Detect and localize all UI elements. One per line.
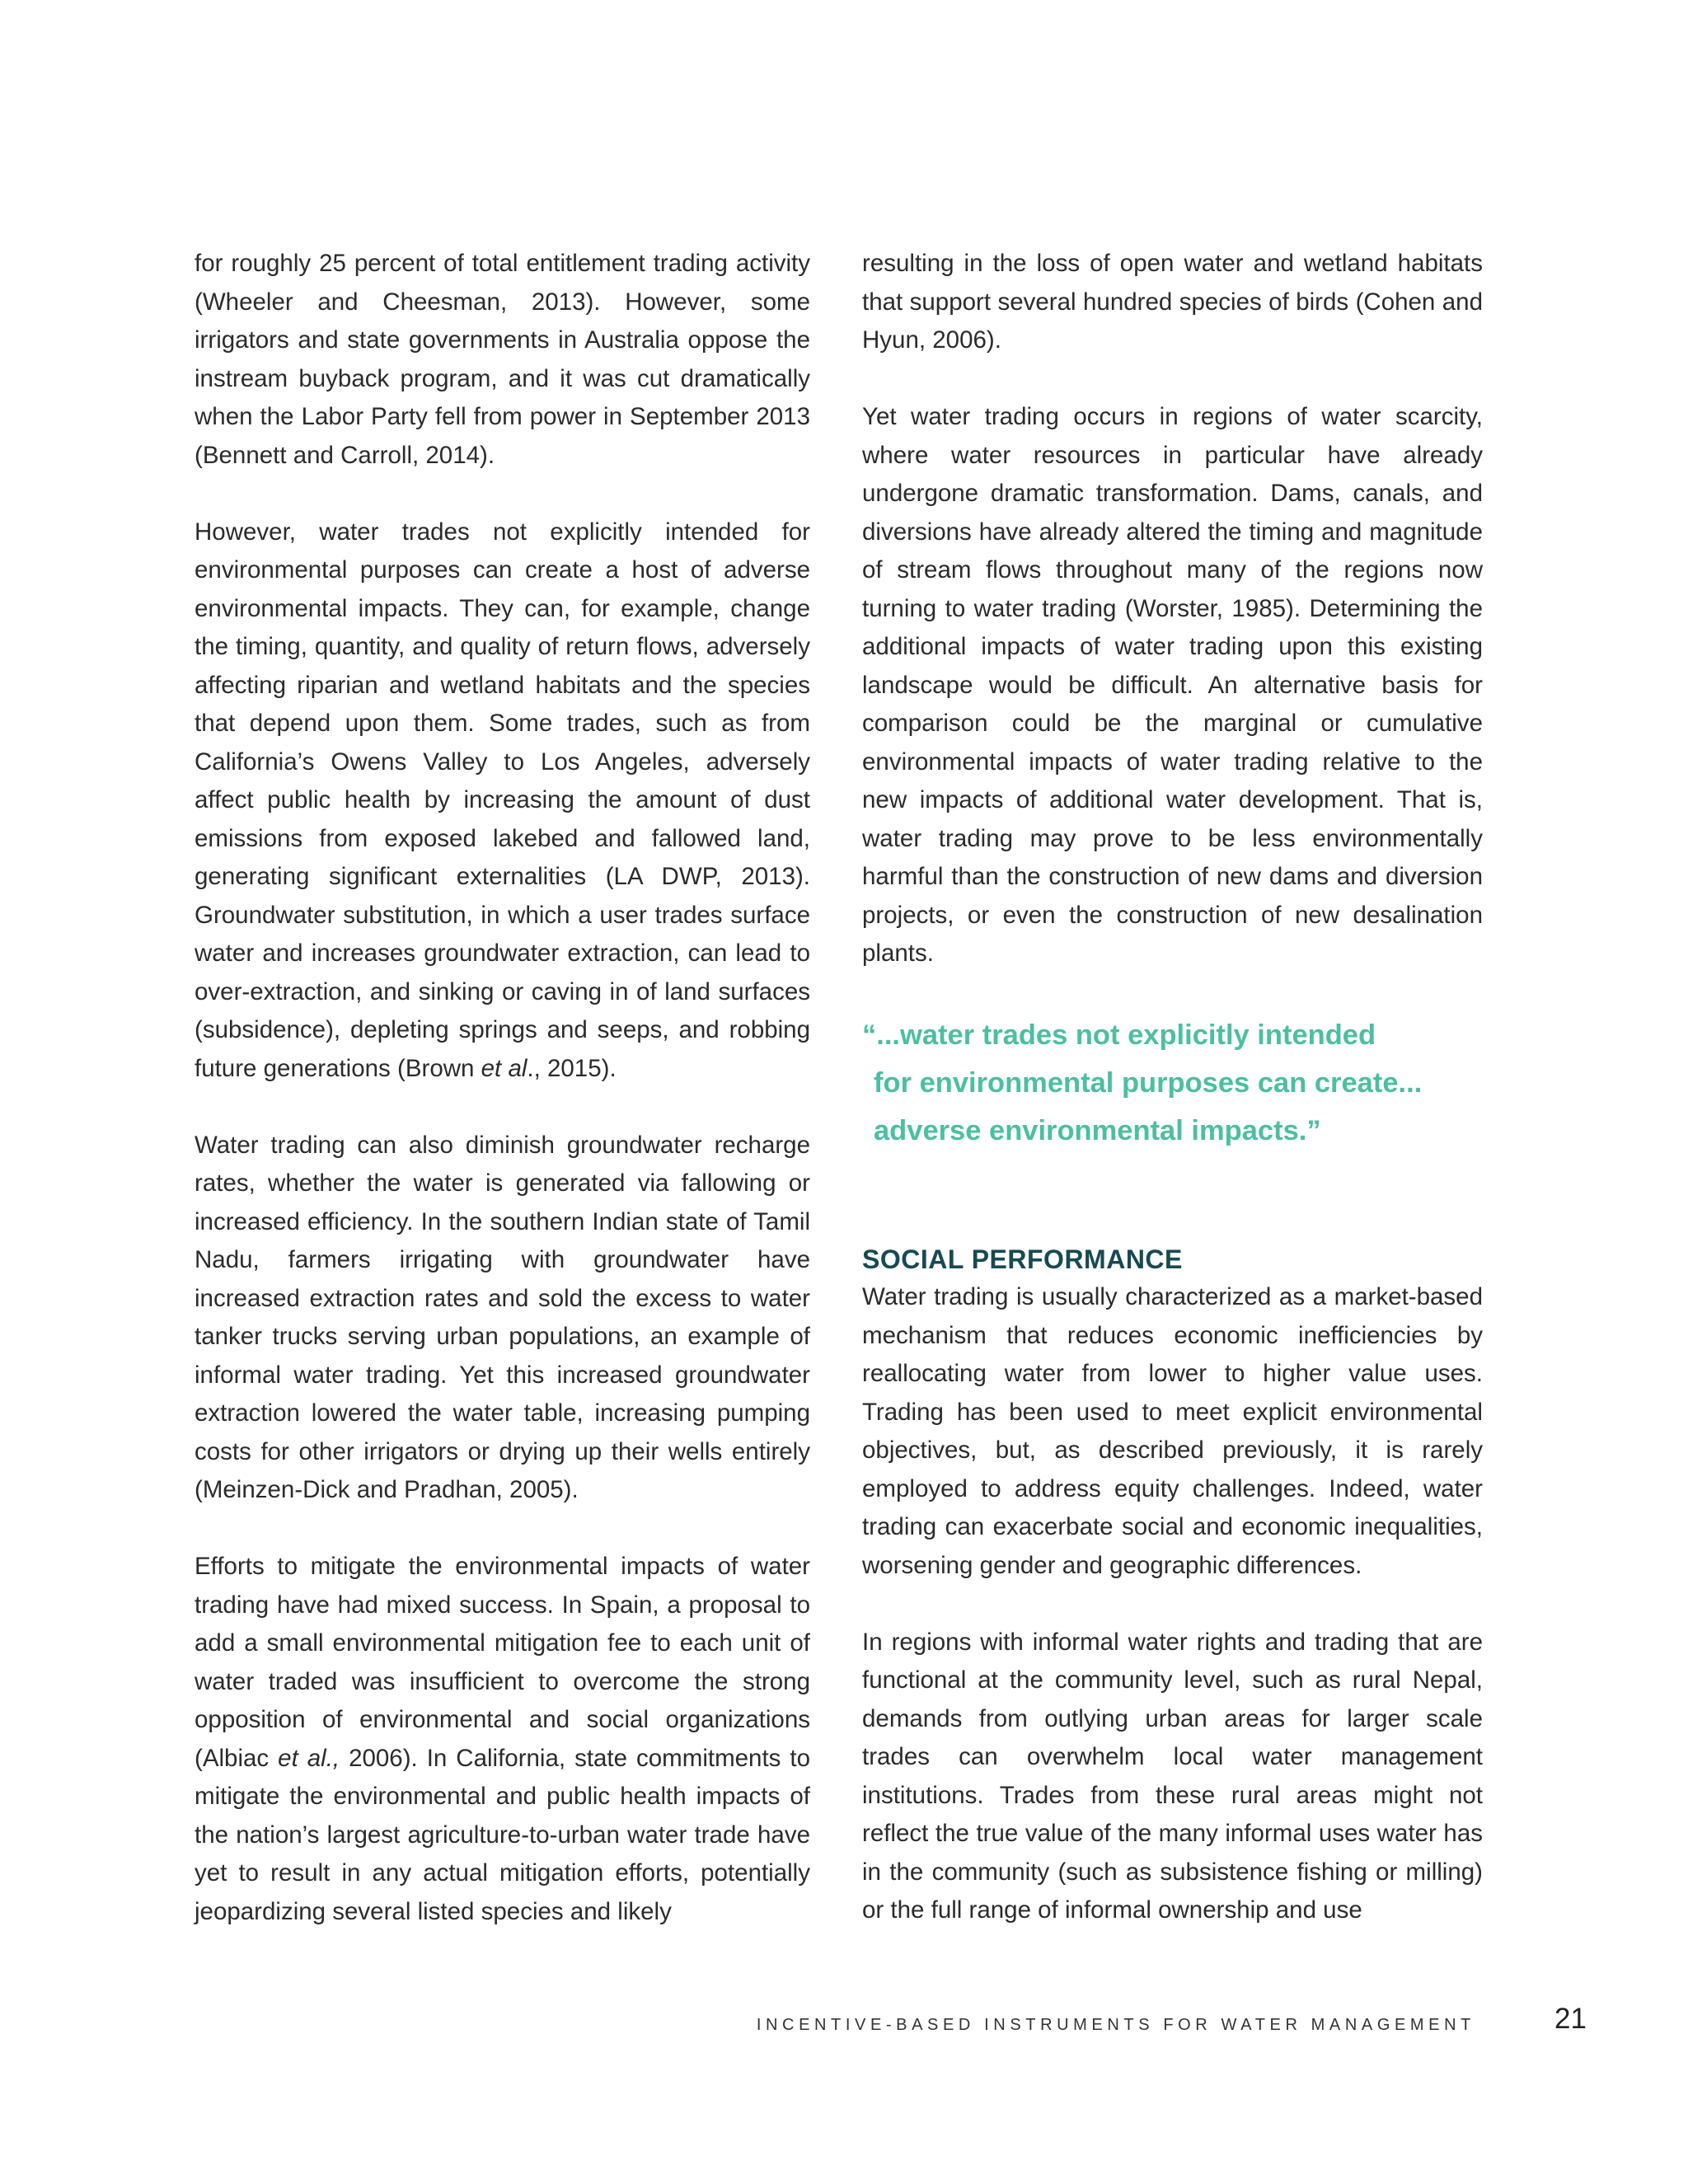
- pull-quote-line: for environmental purposes can create...: [874, 1067, 1423, 1099]
- paragraph-text: 2006). In California, state commitments to mitigate the environmental and public health impacts of the nation’s largest agriculture-to-urban water trade have yet to result in any actual mitigation efforts, potentially jeopardizing several listed species and likely: [195, 1744, 810, 1925]
- paragraph: resulting in the loss of open water and wetland habitats that support several hundred species of birds (Cohen and Hyun, 2006).: [862, 250, 1483, 354]
- pull-quote-line: adverse environmental impacts.”: [874, 1115, 1321, 1146]
- right-column: [862, 245, 1483, 1968]
- italic-citation: et al.,: [278, 1744, 340, 1772]
- pull-quote: [862, 1011, 1483, 1155]
- paragraph: Water trading is usually characterized as a market-based mechanism that reduces economic inefficiencies by reallocating water from lower to higher value uses. Trading has been used to meet explicit environmental objectives, but, as described previously, it is rarely employed to address equity challenges. Indeed, water trading can exacerbate social and economic inequalities, worsening gender and geographic differences.: [862, 1283, 1483, 1579]
- paragraph-text: However, water trades not explicitly intended for environmental purposes can create a host of adverse environmental impacts. They can, for example, change the timing, quantity, and quality of return flows, adversely affecting riparian and wetland habitats and the species that depend upon them. Some trades, such as from California’s Owens Valley to Los Angeles, adversely affect public health by increasing the amount of dust emissions from exposed lakebed and fallowed land, generating significant externalities (LA DWP, 2013). Groundwater substitution, in which a user trades surface water and increases groundwater extraction, can lead to over-extraction, and sinking or caving in of land surfaces (subsidence), depleting springs and seeps, and robbing future generations (Brown: [195, 518, 810, 1082]
- paragraph-text: ., 2015).: [527, 1054, 617, 1082]
- paragraph: Water trading can also diminish groundwater recharge rates, whether the water is generated via fallowing or increased efficiency. In the southern Indian state of Tamil Nadu, farmers irrigating with groundwater have increased extraction rates and sold the excess to water tanker trucks serving urban populations, an example of informal water trading. Yet this increased groundwater extraction lowered the water table, increasing pumping costs for other irrigators or drying up their wells entirely (Meinzen-Dick and Pradhan, 2005).: [195, 1131, 810, 1503]
- paragraph: In regions with informal water rights and trading that are functional at the community level, such as rural Nepal, demands from outlying urban areas for larger scale trades can overwhelm local water management institutions. Trades from these rural areas might not reflect the true value of the many informal uses water has in the community (such as subsistence fishing or milling) or the full range of informal ownership and use: [862, 1628, 1483, 1924]
- paragraph: [195, 1548, 810, 1931]
- paragraph: Yet water trading occurs in regions of water scarcity, where water resources in particular have already undergone dramatic transformation. Dams, canals, and diversions have already altered the timing and magnitude of stream flows throughout many of the regions now turning to water trading (Worster, 1985). Determining the additional impacts of water trading upon this existing landscape would be difficult. An alternative basis for comparison could be the marginal or cumulative environmental impacts of water trading relative to the new impacts of additional water development. That is, water trading may prove to be less environmentally harmful than the construction of new dams and diversion projects, or even the construction of new desalination plants.: [862, 403, 1483, 967]
- pull-quote-line: “...water trades not explicitly intended: [862, 1019, 1376, 1051]
- italic-citation: et al: [481, 1054, 528, 1082]
- paragraph: for roughly 25 percent of total entitlement trading activity (Wheeler and Cheesman, 2013). However, some irrigators and state governments in Australia oppose the instream buyback program, and it was cut dramatically when the Labor Party fell from power in September 2013 (Bennett and Carroll, 2014).: [195, 250, 810, 469]
- paragraph: [195, 513, 810, 1089]
- paragraph-text: Efforts to mitigate the environmental impacts of water trading have had mixed success. In Spain, a proposal to add a small environmental mitigation fee to each unit of water traded was insufficient to overcome the strong opposition of environmental and social organizations (Albiac: [195, 1553, 810, 1772]
- section-heading: SOCIAL PERFORMANCE: [862, 1244, 1183, 1274]
- running-footer-title: INCENTIVE-BASED INSTRUMENTS FOR WATER MANAGEMENT: [756, 2016, 1475, 2034]
- left-column: [195, 245, 810, 1970]
- page-number: 21: [1554, 2003, 1587, 2035]
